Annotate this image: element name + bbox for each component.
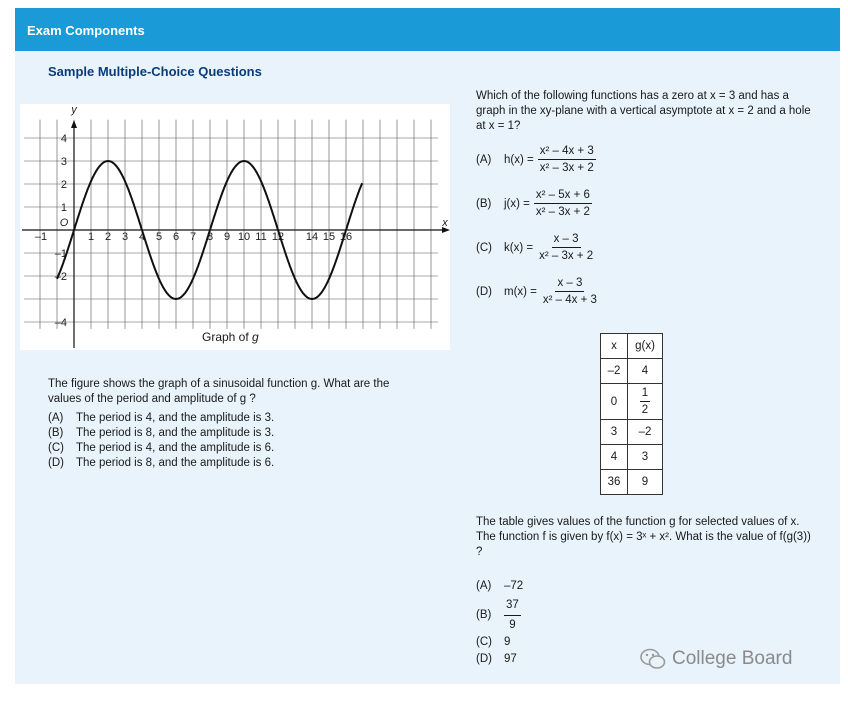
x-tick-label: 6: [172, 231, 180, 243]
choice-d-function[interactable]: (D) m(x) = $\frac{x - 3}{\text{x² – 4x + 3}}$: [476, 277, 597, 306]
sinusoid-graph: [20, 104, 450, 350]
x-tick-label: 4: [138, 231, 146, 243]
x-tick-label: 11: [255, 231, 267, 243]
table-row: 3 –2: [601, 420, 663, 445]
section-header: Exam Components: [15, 8, 840, 51]
x-tick-label: 9: [223, 231, 231, 243]
x-tick-label: 5: [155, 231, 163, 243]
choice-b-function[interactable]: (B) j(x) = $\frac{\text{x² – 5x + 6}}{\text{x² – 3x + 2}}$: [476, 189, 590, 218]
choice-c[interactable]: (C) The period is 4, and the amplitude is 6.: [48, 442, 275, 454]
y-tick-label: –2: [54, 271, 67, 283]
x-tick-label: 2: [104, 231, 112, 243]
choice-c-function[interactable]: (C) k(x) = $\frac{x - 3}{\text{x² – 3x + 2}}$: [476, 233, 594, 262]
y-axis-arrow: [71, 120, 77, 128]
fraction: $\frac{\text{x² – 5x + 6}}{\text{x² – 3x + 2}}$: [535, 189, 590, 218]
y-tick-label: –4: [54, 317, 67, 329]
y-axis-label: y: [71, 104, 77, 116]
choice-c[interactable]: (C) 9: [476, 636, 511, 648]
x-tick-label: 14: [305, 231, 319, 243]
fraction: $\frac{\text{x² – 4x + 3}}{\text{x² – 3x + 2}}$: [539, 145, 594, 174]
fraction: $\frac{37}{9}$: [506, 599, 519, 631]
fraction: $\frac{x - 3}{\text{x² – 4x + 3}}$: [542, 277, 597, 306]
origin-label: O: [59, 217, 69, 229]
x-tick-label: 7: [189, 231, 197, 243]
choice-d[interactable]: (D) 97: [476, 653, 517, 665]
values-table: [600, 333, 663, 495]
y-tick-label: –1: [54, 248, 67, 260]
question-1-choices: [48, 411, 274, 471]
choice-d[interactable]: (D) The period is 8, and the amplitude is 6.: [48, 457, 275, 469]
choice-a[interactable]: (A) The period is 4, and the amplitude is 3.: [48, 412, 275, 424]
x-axis-label: x: [442, 217, 448, 229]
x-tick-label: –1: [34, 231, 48, 243]
y-tick-label: 2: [60, 179, 67, 191]
x-tick-label: 8: [206, 231, 214, 243]
x-tick-label: 15: [322, 231, 336, 243]
question-3-choices: [476, 579, 523, 667]
y-tick-label: 3: [60, 156, 67, 168]
x-tick-label: 16: [339, 231, 353, 243]
question-3-text: The table gives values of the function g for selected values of x. The function f is given by f(x) = 3ˣ + x². What is the value of f(g(3)) ?: [476, 516, 811, 558]
choice-b[interactable]: (B) The period is 8, and the amplitude is 3.: [48, 427, 275, 439]
x-tick-label: 12: [271, 231, 285, 243]
table-row: 0 $\frac{1}{2}$: [601, 384, 663, 420]
wechat-icon: [640, 648, 666, 670]
table-row: –2 4: [601, 359, 663, 384]
x-tick-label: 10: [237, 231, 251, 243]
graph-caption: Graph of g: [202, 330, 259, 344]
y-tick-label: 1: [60, 202, 67, 214]
y-tick-label: 4: [60, 133, 67, 145]
college-board-watermark: College Board: [640, 648, 792, 670]
choice-b[interactable]: (B) $\frac{37}{9}$: [476, 599, 519, 631]
x-tick-label: 1: [87, 231, 95, 243]
x-tick-label: 3: [121, 231, 129, 243]
table-row: 36 9: [601, 470, 663, 495]
fraction: $\frac{1}{2}$: [641, 387, 649, 416]
table-row: 4 3: [601, 445, 663, 470]
table-header-row: x g(x): [601, 334, 663, 359]
question-2-text: Which of the following functions has a zero at x = 3 and has a graph in the xy-plane with a vertical asymptote at x = 2 and a hole at x = 1?: [476, 90, 811, 132]
fraction: $\frac{x - 3}{\text{x² – 3x + 2}}$: [539, 233, 594, 262]
question-1-text: The figure shows the graph of a sinusoidal function g. What are the values of the period and amplitude of g ?: [48, 378, 390, 405]
choice-a-function[interactable]: (A) h(x) = $\frac{\text{x² – 4x + 3}}{\text{x² – 3x + 2}}$: [476, 145, 594, 174]
choice-a[interactable]: (A) –72: [476, 580, 524, 592]
graph-panel: [20, 104, 450, 350]
section-title: Sample Multiple-Choice Questions: [48, 64, 262, 79]
